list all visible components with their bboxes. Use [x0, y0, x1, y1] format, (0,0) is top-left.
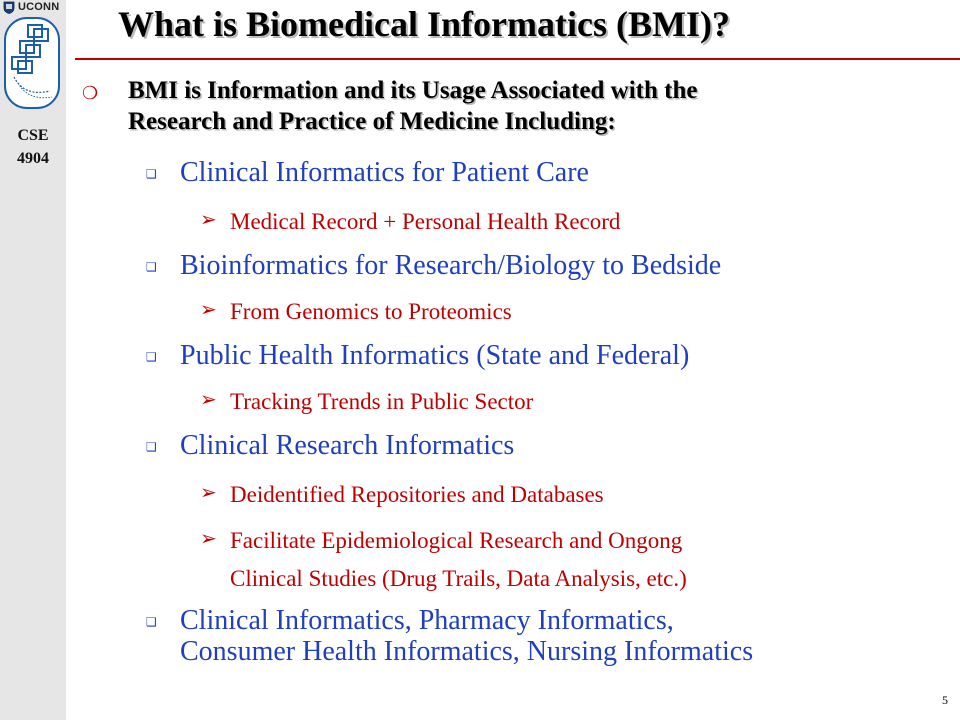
main-point: [128, 75, 948, 137]
hollow-square-bullet-icon: ❑: [146, 615, 157, 629]
list-item-level1: Clinical Research Informatics: [180, 430, 515, 461]
arrowhead-bullet-icon: ➢: [200, 207, 217, 231]
page-number: 5: [942, 693, 948, 707]
arrowhead-bullet-icon: ➢: [200, 297, 217, 321]
uconn-brand: [2, 0, 59, 14]
list-item-level1: Bioinformatics for Research/Biology to Bedside: [180, 250, 722, 281]
uconn-wordmark: UCONN: [18, 1, 60, 13]
course-code: [0, 124, 66, 170]
list-item-level2: Medical Record + Personal Health Record: [230, 209, 621, 234]
main-point-line1: BMI is Information and its Usage Associated with the: [128, 77, 698, 104]
list-item-level1: Public Health Informatics (State and Federal): [180, 340, 690, 371]
hollow-square-bullet-icon: ❑: [146, 440, 157, 454]
main-point-line2: Research and Practice of Medicine Including:: [128, 108, 616, 135]
hollow-circle-bullet-icon: ❍: [82, 83, 99, 104]
cse-logo-icon: [4, 17, 60, 109]
arrowhead-bullet-icon: ➢: [200, 387, 217, 411]
list-item-level2: Facilitate Epidemiological Research and Ongong: [230, 528, 683, 553]
course-code-line1: CSE: [17, 127, 49, 144]
uconn-seal-icon: [2, 0, 16, 14]
list-item-level2: Tracking Trends in Public Sector: [230, 389, 534, 414]
list-item-level2: From Genomics to Proteomics: [230, 299, 512, 324]
list-item-level1: Clinical Informatics for Patient Care: [180, 157, 589, 188]
list-item-level2-continuation: Clinical Studies (Drug Trails, Data Analysis, etc.): [230, 566, 687, 591]
list-item-level1-continuation: Consumer Health Informatics, Nursing Informatics: [180, 636, 754, 667]
list-item-level2: Deidentified Repositories and Databases: [230, 482, 604, 507]
arrowhead-bullet-icon: ➢: [200, 526, 217, 550]
hollow-square-bullet-icon: ❑: [146, 167, 157, 181]
title-divider: [75, 58, 960, 60]
arrowhead-bullet-icon: ➢: [200, 480, 217, 504]
hollow-square-bullet-icon: ❑: [146, 260, 157, 274]
hollow-square-bullet-icon: ❑: [146, 350, 157, 364]
sidebar: [0, 0, 66, 720]
slide-title: What is Biomedical Informatics (BMI)?: [118, 4, 730, 44]
course-code-line2: 4904: [17, 150, 49, 167]
list-item-level1: Clinical Informatics, Pharmacy Informatics,: [180, 605, 674, 636]
